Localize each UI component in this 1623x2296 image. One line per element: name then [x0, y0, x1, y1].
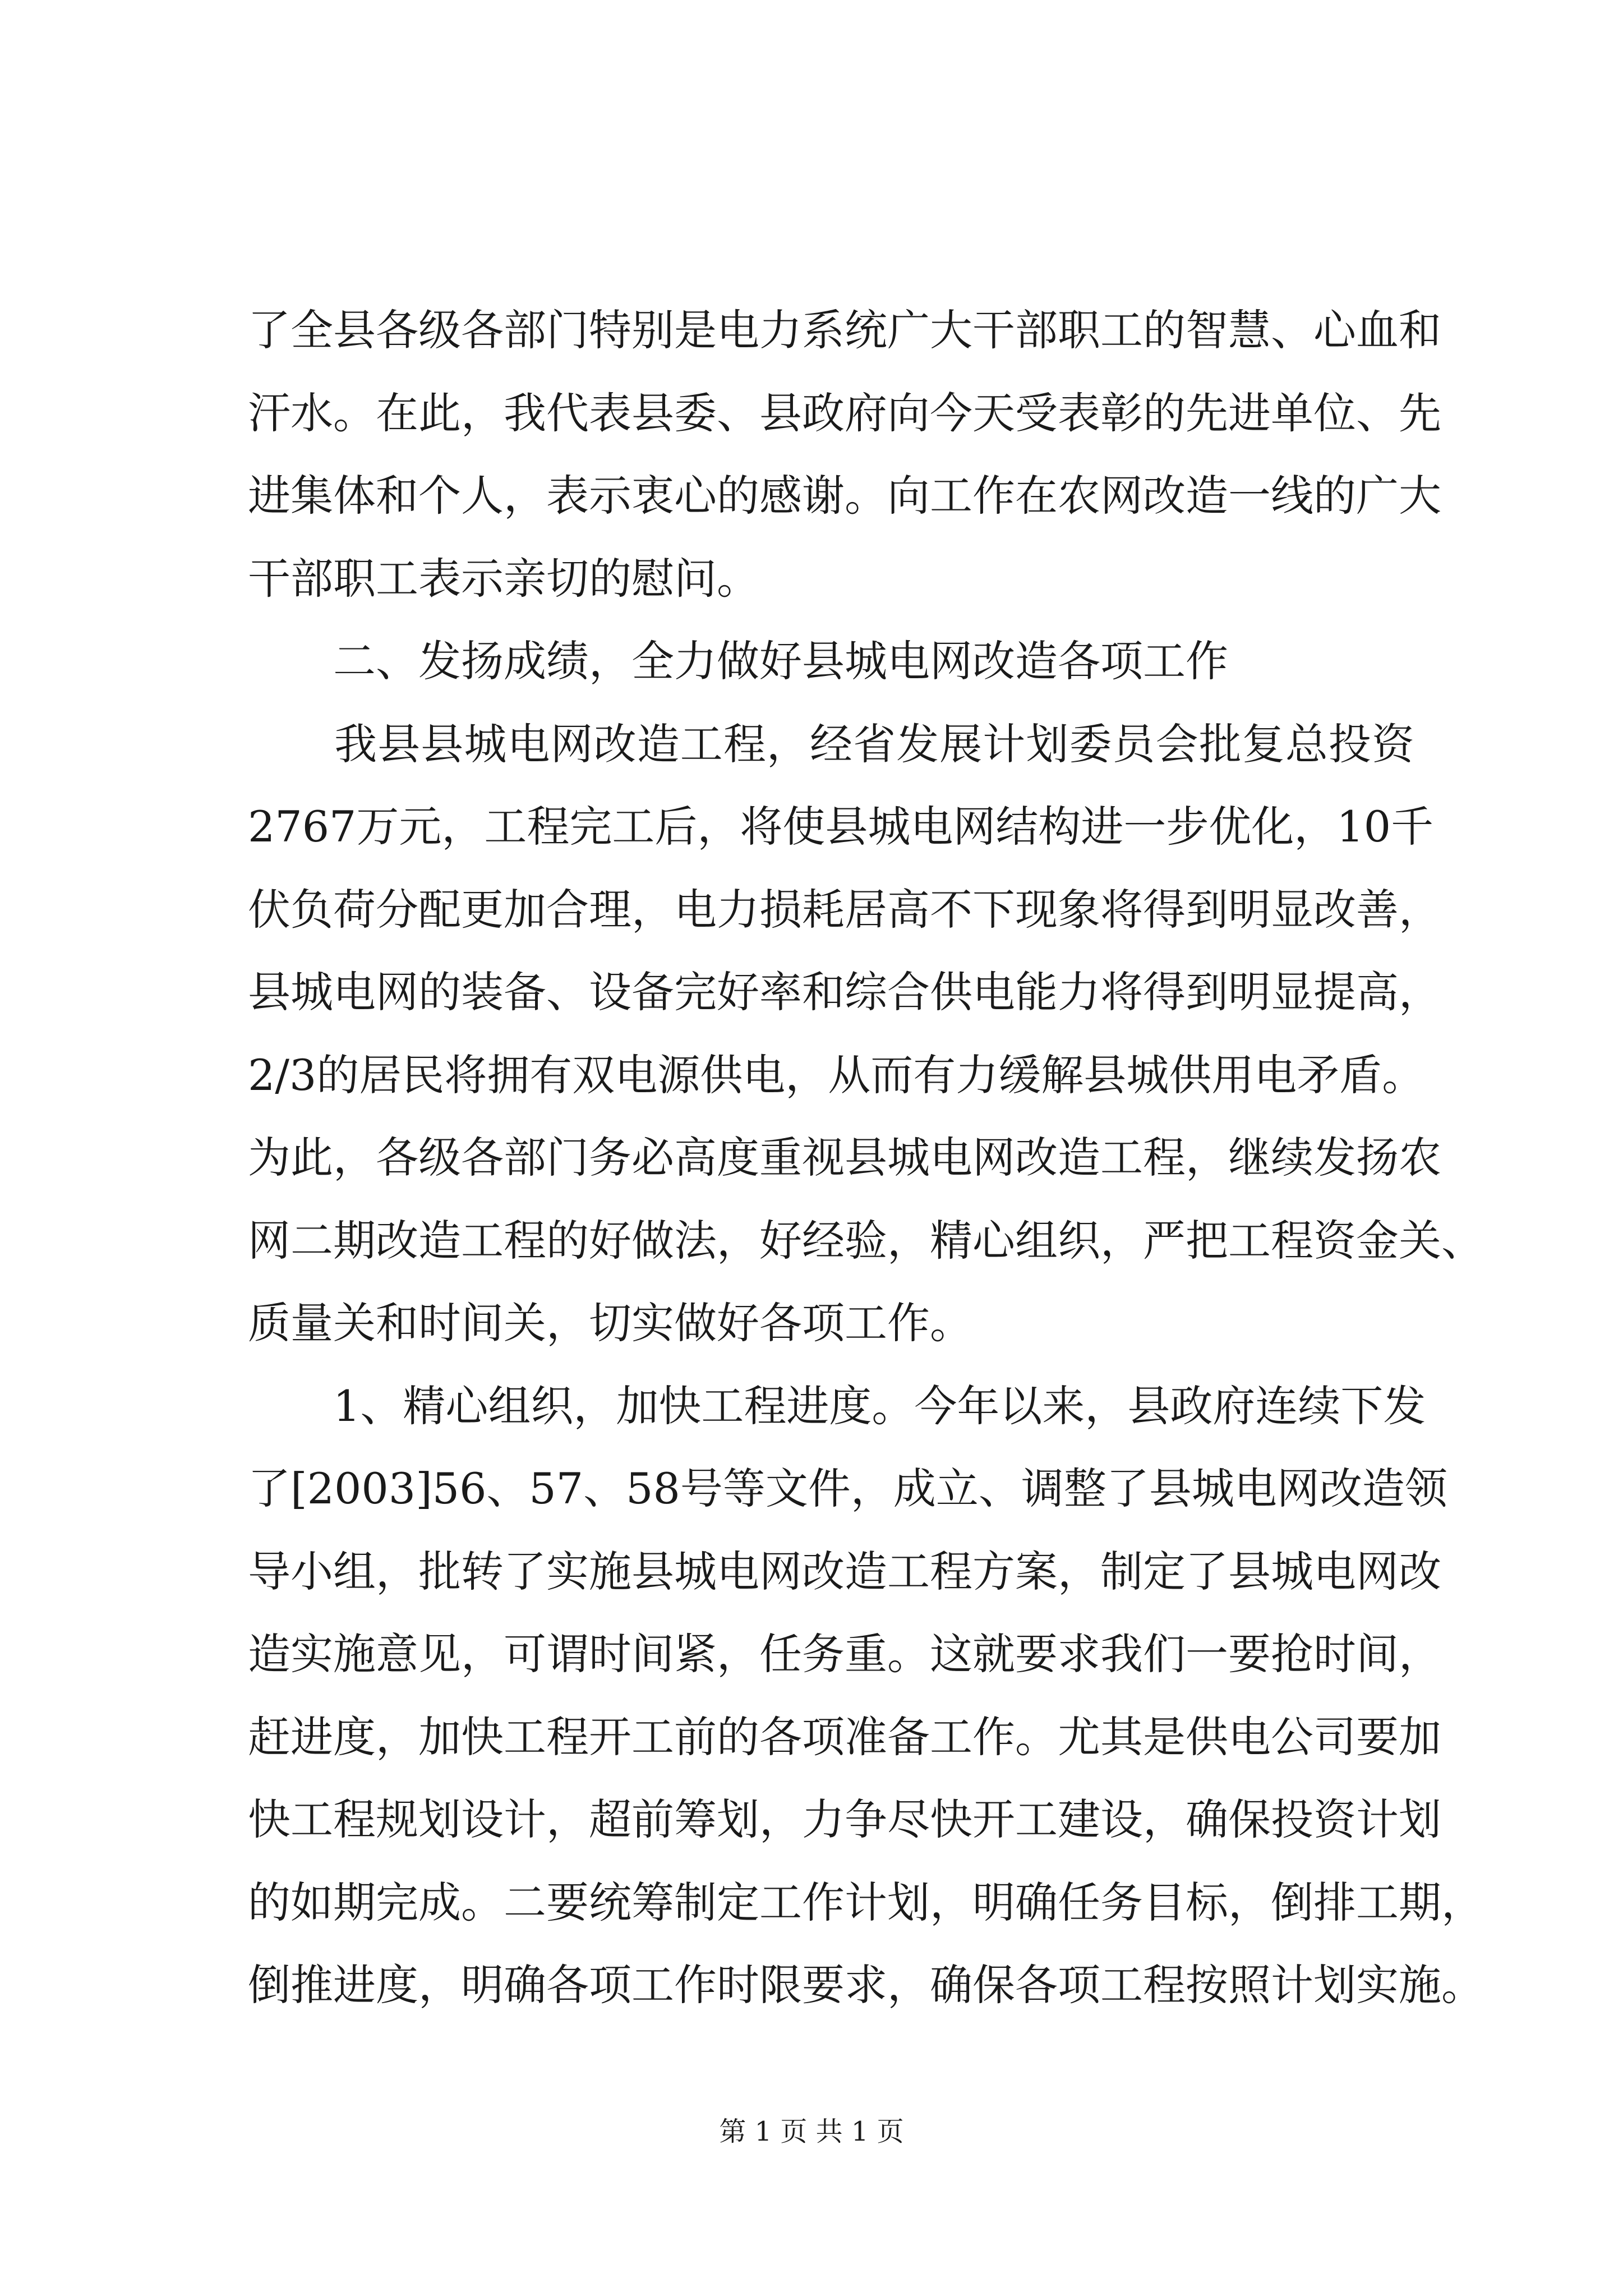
text-line: 了全县各级各部门特别是电力系统广大干部职工的智慧、心血和 [248, 305, 1441, 355]
text-line: 的如期完成。二要统筹制定工作计划，明确任务目标，倒排工期， [248, 1877, 1484, 1927]
text-line: 汗水。在此，我代表县委、县政府向今天受表彰的先进单位、先 [248, 388, 1441, 438]
text-line: 了[2003]56、57、58号等文件，成立、调整了县城电网改造领 [248, 1464, 1447, 1513]
text-line: 导小组，批转了实施县城电网改造工程方案，制定了县城电网改 [248, 1546, 1441, 1596]
text-line: 2767万元，工程完工后，将使县城电网结构进一步优化，10千 [248, 802, 1434, 852]
text-line: 2/3的居民将拥有双电源供电，从而有力缓解县城供用电矛盾。 [248, 1050, 1425, 1100]
text-line: 我县县城电网改造工程，经省发展计划委员会批复总投资 [248, 719, 1414, 769]
section-heading: 二、发扬成绩，全力做好县城电网改造各项工作 [248, 636, 1228, 686]
text-line: 倒推进度，明确各项工作时限要求，确保各项工程按照计划实施。 [248, 1960, 1484, 2010]
document-body [248, 289, 1484, 2027]
text-line: 伏负荷分配更加合理，电力损耗居高不下现象将得到明显改善， [248, 884, 1441, 935]
text-line: 为此，各级各部门务必高度重视县城电网改造工程，继续发扬农 [248, 1133, 1441, 1182]
text-line: 进集体和个人，表示衷心的感谢。向工作在农网改造一线的广大 [248, 471, 1441, 521]
text-line: 赶进度，加快工程开工前的各项准备工作。尤其是供电公司要加 [248, 1711, 1441, 1762]
text-line: 网二期改造工程的好做法，好经验，精心组织，严把工程资金关、 [248, 1215, 1484, 1266]
text-line: 县城电网的装备、设备完好率和综合供电能力将得到明显提高， [248, 967, 1441, 1017]
text-line: 干部职工表示亲切的慰问。 [248, 553, 759, 604]
text-line: 1、精心组织，加快工程进度。今年以来，县政府连续下发 [248, 1381, 1426, 1431]
page-footer: 第 1 页 共 1 页 [719, 2116, 904, 2147]
text-line: 质量关和时间关，切实做好各项工作。 [248, 1298, 972, 1348]
text-line: 快工程规划设计，超前筹划，力争尽快开工建设，确保投资计划 [248, 1795, 1441, 1844]
text-line: 造实施意见，可谓时间紧，任务重。这就要求我们一要抢时间， [248, 1629, 1441, 1679]
